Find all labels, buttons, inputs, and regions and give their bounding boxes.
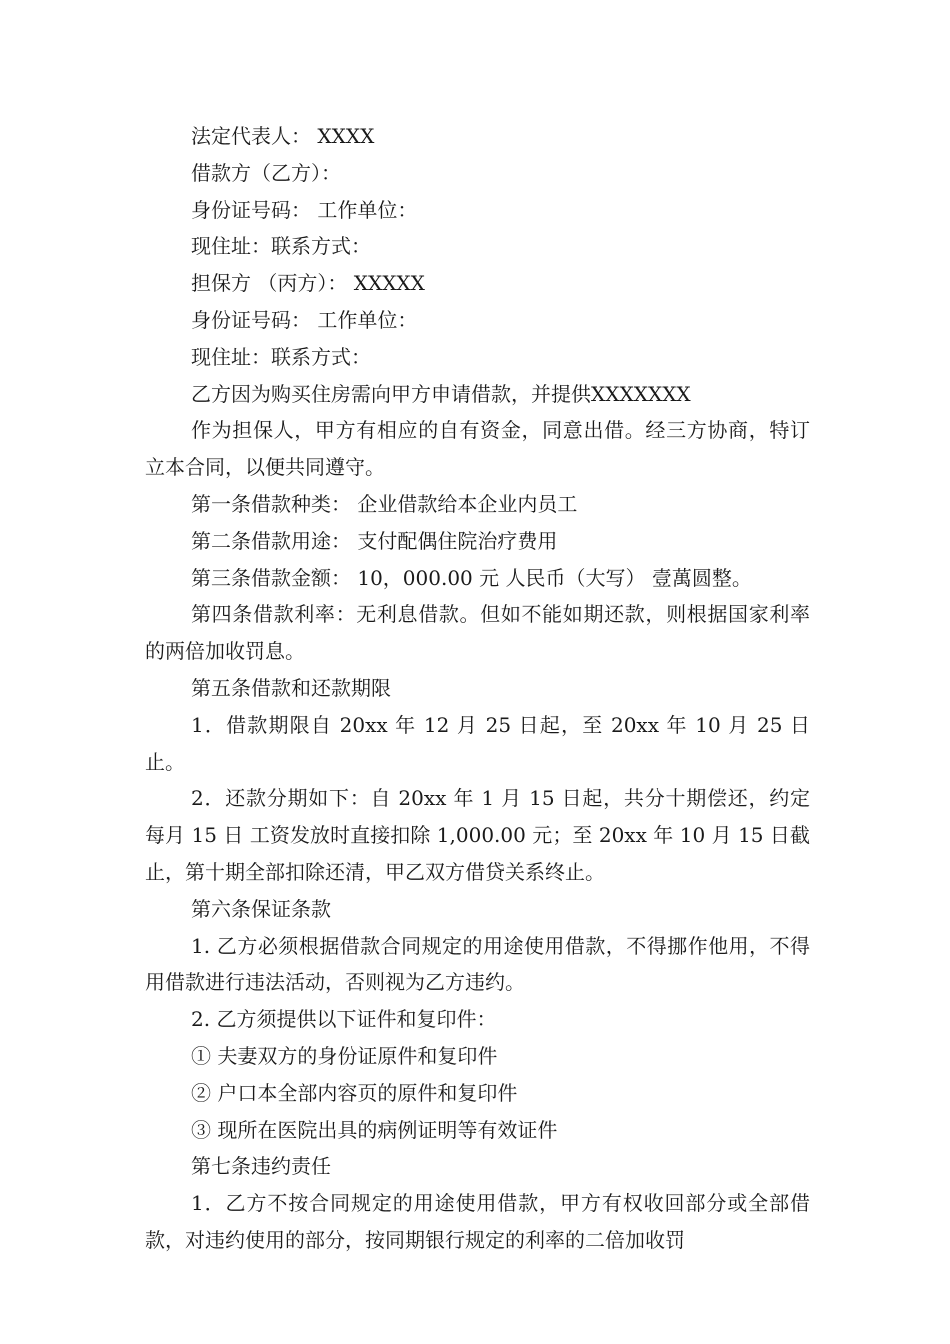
guarantor-line: 担保方 （丙方）： XXXXX (191, 271, 425, 296)
borrower-line: 借款方（乙方）： (191, 160, 341, 185)
article-1: 第一条借款种类： 企业借款给本企业内员工 (191, 491, 578, 516)
article-2: 第二条借款用途： 支付配偶住院治疗费用 (191, 528, 558, 553)
borrower-address-line: 现住址：联系方式： (191, 234, 371, 259)
article-5-item-2: 2．还款分期如下：自 20xx 年 1 月 15 日起，共分十期偿还，约定 每月 15 日 工资发放时直接扣除 1,000.00 元；至 20xx 年 10 月 15 日截止，第十期全部扣除还清，甲乙双方借贷关系终止。 (145, 786, 817, 884)
guarantor-id-line: 身份证号码： 工作单位： (191, 307, 418, 332)
borrower-id-line: 身份证号码： 工作单位： (191, 197, 418, 222)
article-4: 第四条借款利率：无利息借款。但如不能如期还款，则根据国家利率的两倍加收罚息。 (145, 602, 810, 664)
guarantor-address-line: 现住址：联系方式： (191, 344, 371, 369)
article-5-item-1: 1．借款期限自 20xx 年 12 月 25 日起，至 20xx 年 10 月 25 日止。 (145, 712, 810, 774)
agreement-paragraph: 作为担保人，甲方有相应的自有资金，同意出借。经三方协商，特订立本合同，以便共同遵守。 (145, 418, 810, 480)
document-body (145, 118, 817, 1259)
article-6-item-1: 1. 乙方必须根据借款合同规定的用途使用借款，不得挪作他用，不得用借款进行违法活动，否则视为乙方违约。 (145, 933, 810, 995)
article-6-heading: 第六条保证条款 (191, 896, 331, 921)
document-list-item-2: ② 户口本全部内容页的原件和复印件 (191, 1080, 518, 1105)
legal-representative-line: 法定代表人： XXXX (191, 124, 375, 148)
article-3: 第三条借款金额： 10，000.00 元 人民币（大写） 壹萬圆整。 (191, 565, 752, 590)
article-7-heading: 第七条违约责任 (191, 1154, 331, 1179)
document-list-item-3: ③ 现所在医院出具的病例证明等有效证件 (191, 1117, 558, 1142)
article-7-item-1: 1．乙方不按合同规定的用途使用借款，甲方有权收回部分或全部借款，对违约使用的部分，按同期银行规定的利率的二倍加收罚 (145, 1191, 810, 1252)
application-paragraph: 乙方因为购买住房需向甲方申请借款，并提供XXXXXXX (191, 381, 691, 406)
document-list-item-1: ① 夫妻双方的身份证原件和复印件 (191, 1043, 498, 1068)
article-6-item-2: 2. 乙方须提供以下证件和复印件： (191, 1007, 497, 1032)
article-5-heading: 第五条借款和还款期限 (191, 675, 391, 700)
